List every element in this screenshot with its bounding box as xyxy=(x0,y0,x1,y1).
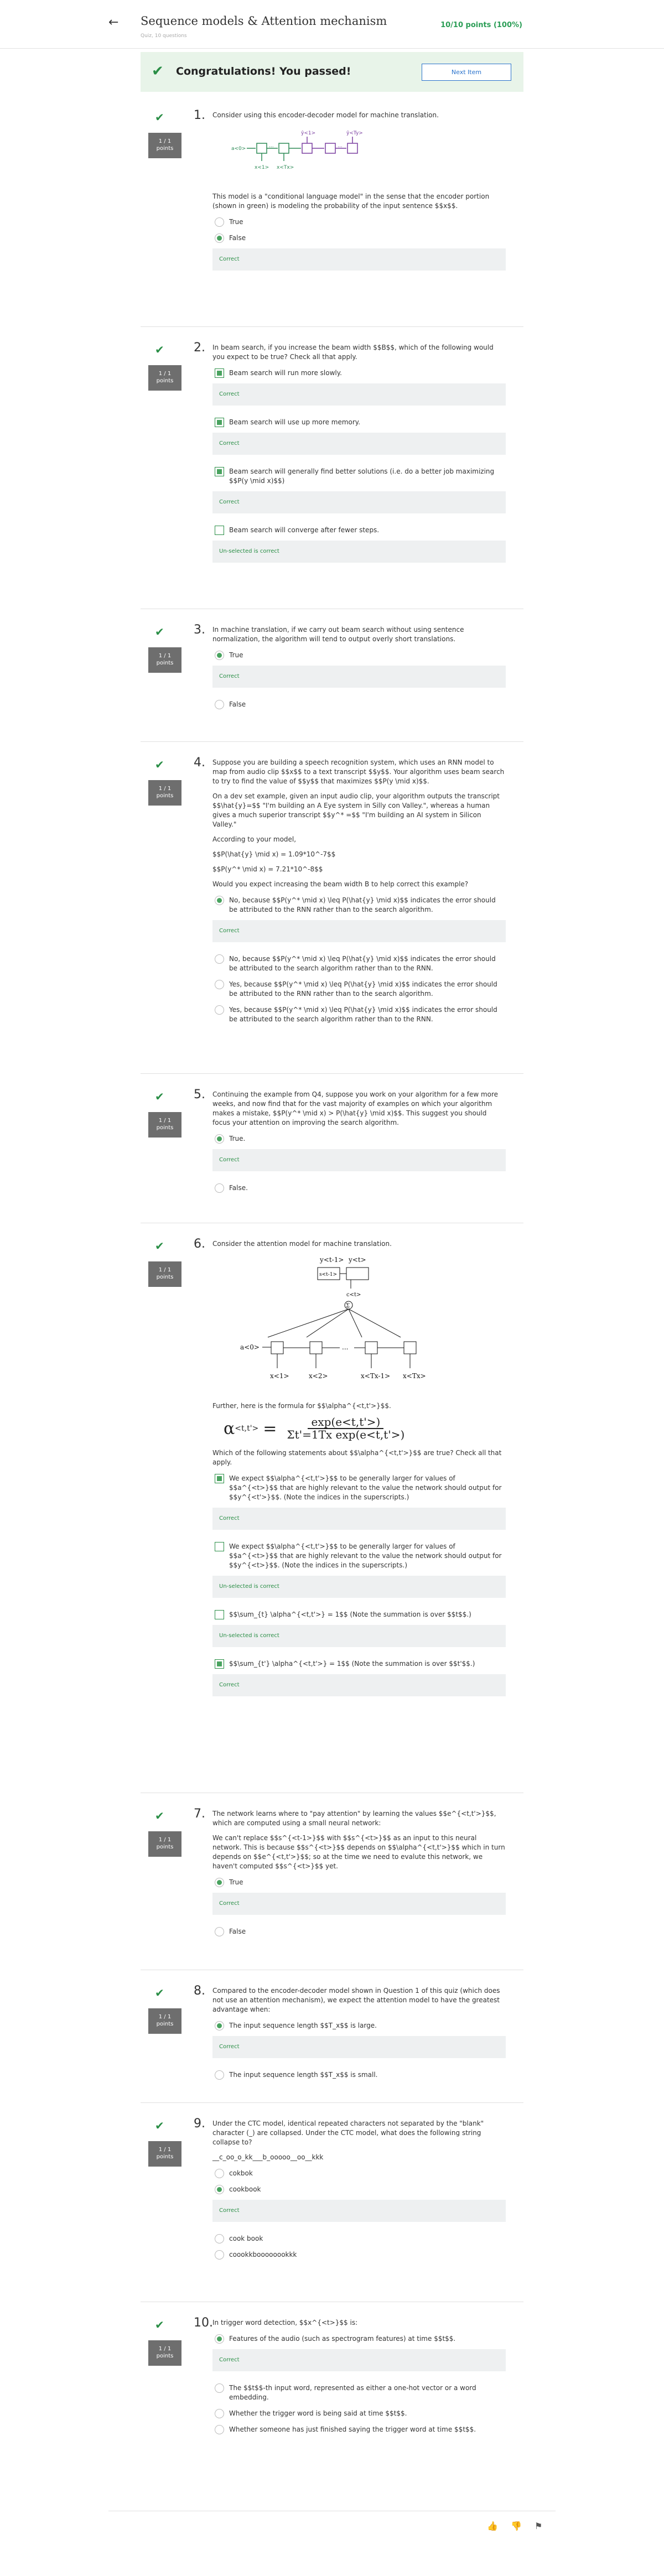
check-icon: ✔ xyxy=(155,758,164,771)
question-number: 8. xyxy=(194,1984,205,1998)
check-icon: ✔ xyxy=(152,63,164,80)
question-prompt: In trigger word detection, $$x^{<t>}$$ is: xyxy=(212,2319,358,2326)
question-number: 9. xyxy=(194,2117,205,2131)
svg-text:ŷ<1>: ŷ<1> xyxy=(301,131,316,136)
thumbs-up-icon[interactable]: 👍 xyxy=(487,2521,498,2531)
question-prompt: Continuing the example from Q4, suppose you work on your algorithm for a few more weeks, and now find that for the vast majority of examples on which your algorithm makes a mistake, $$P(y^* \mid x) > P(\hat{y} \mid x)$$. This suggest you should focus your attention on improving the search algorithm. xyxy=(212,1090,499,1126)
option-true[interactable]: True xyxy=(212,217,506,227)
radio-button[interactable] xyxy=(215,2070,224,2080)
page-title: Sequence models & Attention mechanism xyxy=(141,14,387,28)
attention-model-diagram xyxy=(218,1254,461,1393)
svg-text:...: ... xyxy=(269,143,274,149)
points-badge: 1 / 1 points xyxy=(148,133,181,158)
radio-button[interactable] xyxy=(215,2250,224,2260)
option-1[interactable]: Beam search will run more slowly. xyxy=(212,368,506,378)
question-text: Which of the following statements about $$\alpha^{<t,t'>}$$ are true? Check all that apply. xyxy=(212,1449,502,1466)
option-2[interactable]: No, because $$P(y^* \mid x) \leq P(\hat{y} \mid x)$$ indicates the error should be attributed to the search algorithm rather than to the RNN. xyxy=(212,954,506,973)
svg-text:a<0>: a<0> xyxy=(231,146,246,152)
option-2[interactable]: The $$t$$-th input word, represented as either a one-hot vector or a word embedding. xyxy=(212,2383,506,2402)
points-badge: 1 / 1 points xyxy=(148,365,181,391)
check-icon: ✔ xyxy=(155,1986,164,1999)
svg-text:x<1>: x<1> xyxy=(270,1372,289,1380)
check-icon: ✔ xyxy=(155,111,164,124)
question-paragraph: $$P(\hat{y} \mid x) = 1.09*10^-7$$ xyxy=(212,850,336,858)
option-false[interactable]: False xyxy=(212,233,506,243)
svg-text:s<t-1>: s<t-1> xyxy=(319,1272,338,1277)
question-number: 6. xyxy=(194,1237,205,1251)
radio-button[interactable] xyxy=(215,2409,224,2418)
points-badge: 1 / 1 points xyxy=(148,1831,181,1857)
checkbox-checked[interactable] xyxy=(215,467,224,476)
svg-text:y<t-1>: y<t-1> xyxy=(320,1256,344,1264)
option-true[interactable]: True xyxy=(212,651,506,660)
checkbox-unchecked[interactable] xyxy=(215,1542,224,1551)
option-1[interactable]: The input sequence length $$T_x$$ is large. xyxy=(212,2021,506,2030)
check-icon: ✔ xyxy=(155,343,164,356)
formula-lhs: α xyxy=(224,1419,235,1438)
question-number: 10. xyxy=(194,2316,213,2330)
feedback: Un-selected is correct xyxy=(212,1625,506,1647)
radio-button-selected[interactable] xyxy=(215,1134,224,1144)
radio-button-selected[interactable] xyxy=(215,1878,224,1887)
check-icon: ✔ xyxy=(155,1090,164,1103)
radio-button-selected[interactable] xyxy=(215,233,224,243)
radio-button[interactable] xyxy=(215,2169,224,2178)
score-label: 10/10 points (100%) xyxy=(440,21,522,29)
question-paragraph: We can't replace $$s^{<t-1>}$$ with $$s^{<t>}$$ as an input to this neural network. This is because $$s^{<t>}$$ depends on $$\alpha^{<t,t'>}$$ which in turn depends on $$e^{<t,t'>}$$; so at the time we need to evalute this network, we haven't computed $$s^{<t>}$$ yet. xyxy=(212,1834,505,1870)
question-paragraph: The network learns where to "pay attention" by learning the values $$e^{<t,t'>}$$, which are computed using a small neural network: xyxy=(212,1810,496,1827)
feedback-correct: Correct xyxy=(212,1149,506,1171)
question-paragraph: According to your model, xyxy=(212,835,297,843)
svg-text:...: ... xyxy=(338,143,343,149)
option-4[interactable]: Yes, because $$P(y^* \mid x) \leq P(\hat{y} \mid x)$$ indicates the error should be attributed to the search algorithm rather than to the RNN. xyxy=(212,1005,506,1024)
thumbs-down-icon[interactable]: 👎 xyxy=(511,2521,522,2531)
svg-text:c<t>: c<t> xyxy=(346,1292,361,1298)
feedback: Correct xyxy=(212,1674,506,1696)
question-paragraph: Suppose you are building a speech recognition system, which uses an RNN model to map from audio clip $$x$$ to a text transcript $$y$$. Your algorithm uses beam search to try to find the value of $$y$$ that maximizes $$P(y \mid x)$$. xyxy=(212,759,505,785)
question-paragraph: $$P(y^* \mid x) = 7.21*10^-8$$ xyxy=(212,865,323,873)
check-icon: ✔ xyxy=(155,625,164,638)
radio-button[interactable] xyxy=(215,2234,224,2243)
option-false[interactable]: False. xyxy=(212,1183,506,1193)
option-1[interactable]: We expect $$\alpha^{<t,t'>}$$ to be generally larger for values of $$a^{<t>}$$ that are highly relevant to the value the network should output for $$y^{<t'>}$$. (Note the indices in the superscripts.) xyxy=(212,1474,506,1502)
option-1[interactable]: cokbok xyxy=(212,2169,506,2178)
option-3[interactable]: $$\sum_{t} \alpha^{<t,t'>} = 1$$ (Note the summation is over $$t$$.) xyxy=(212,1610,506,1619)
radio-button[interactable] xyxy=(215,1005,224,1015)
question-paragraph: On a dev set example, given an input audio clip, your algorithm outputs the transcript $$\hat{y}=$$ "I'm building an A Eye system in Silly con Valley.", whereas a human gives a much superior transcript $$y^* =$$ "I'm building an AI system in Silicon Valley." xyxy=(212,792,500,828)
feedback-correct: Correct xyxy=(212,248,506,271)
radio-button-selected[interactable] xyxy=(215,2185,224,2194)
question-prompt: In machine translation, if we carry out beam search without using sentence normalization, the algorithm will tend to output overly short translations. xyxy=(212,626,464,643)
option-3[interactable]: Whether the trigger word is being said at time $$t$$. xyxy=(212,2409,506,2418)
svg-text:y<t>: y<t> xyxy=(349,1256,366,1264)
checkbox-checked[interactable] xyxy=(215,418,224,427)
formula-intro: Further, here is the formula for $$\alpha^{<t,t'>}$$. xyxy=(212,1402,391,1410)
points-badge: 1 / 1 points xyxy=(148,780,181,806)
check-icon: ✔ xyxy=(155,1239,164,1253)
option-3[interactable]: Yes, because $$P(y^* \mid x) \leq P(\hat{y} \mid x)$$ indicates the error should be attributed to the RNN rather than to the search algorithm. xyxy=(212,980,506,999)
question-number: 3. xyxy=(194,623,205,637)
option-1[interactable]: Features of the audio (such as spectrogram features) at time $$t$$. xyxy=(212,2334,506,2344)
feedback-correct: Correct xyxy=(212,2036,506,2058)
feedback-correct: Correct xyxy=(212,2200,506,2222)
svg-text:x<Tx-1>: x<Tx-1> xyxy=(361,1372,391,1380)
option-4[interactable]: $$\sum_{t'} \alpha^{<t,t'>} = 1$$ (Note the summation is over $$t'$$.) xyxy=(212,1659,506,1669)
attention-formula: α <t,t'> = $\frac{\exp(e<t,t'>)}{\text{Σt'=1Tx exp(e<t,t'>)}}$ xyxy=(224,1415,405,1441)
option-1[interactable]: No, because $$P(y^* \mid x) \leq P(\hat{y} \mid x)$$ indicates the error should be attributed to the RNN rather than to the search algorithm. xyxy=(212,896,506,915)
formula-numerator: exp(e<t,t'>) xyxy=(308,1417,383,1429)
question-number: 5. xyxy=(194,1088,205,1102)
encoder-decoder-diagram xyxy=(224,126,467,186)
ctc-string: __c_oo_o_kk___b_ooooo__oo__kkk xyxy=(212,2153,324,2161)
svg-text:...: ... xyxy=(342,1343,349,1351)
question-number: 4. xyxy=(194,756,205,770)
radio-button[interactable] xyxy=(215,1927,224,1936)
option-2[interactable]: We expect $$\alpha^{<t,t'>}$$ to be generally larger for values of $$a^{<t>}$$ that are highly relevant to the value the network should output for $$y^{<t>}$$. (Note the indices in the superscripts.) xyxy=(212,1542,506,1570)
question-prompt: Consider the attention model for machine translation. xyxy=(212,1240,392,1248)
option-false[interactable]: False xyxy=(212,1927,506,1936)
question-prompt: In beam search, if you increase the beam width $$B$$, which of the following would you expect to be true? Check all that apply. xyxy=(212,344,494,361)
svg-text:x<Tx>: x<Tx> xyxy=(403,1372,426,1380)
feedback: Un-selected is correct xyxy=(212,1576,506,1598)
flag-icon[interactable]: ⚑ xyxy=(535,2521,543,2531)
svg-text:x<1>: x<1> xyxy=(255,165,269,170)
checkbox-unchecked[interactable] xyxy=(215,1610,224,1619)
question-prompt: Under the CTC model, identical repeated characters not separated by the "blank" character (_) are collapsed. Under the CTC model, what does the following string collapse to? xyxy=(212,2120,484,2146)
question-paragraph: Would you expect increasing the beam width B to help correct this example? xyxy=(212,880,469,888)
checkbox-checked[interactable] xyxy=(215,368,224,378)
option-3[interactable]: cook book xyxy=(212,2234,506,2243)
feedback: Correct xyxy=(212,433,506,455)
feedback: Un-selected is correct xyxy=(212,541,506,563)
option-2[interactable]: The input sequence length $$T_x$$ is small. xyxy=(212,2070,506,2080)
check-icon: ✔ xyxy=(155,1809,164,1822)
top-bar xyxy=(0,0,664,49)
question-prompt: Compared to the encoder-decoder model shown in Question 1 of this quiz (which does not use an attention mechanism), we expect the attention model to have the greatest advantage when: xyxy=(212,1987,500,2013)
check-icon: ✔ xyxy=(155,2119,164,2132)
feedback-correct: Correct xyxy=(212,1893,506,1915)
option-true[interactable]: True xyxy=(212,1878,506,1887)
radio-button-selected[interactable] xyxy=(215,2334,224,2344)
footer-actions xyxy=(487,2521,552,2531)
points-badge: 1 / 1 points xyxy=(148,2008,181,2034)
option-2[interactable]: Beam search will use up more memory. xyxy=(212,418,506,427)
check-icon: ✔ xyxy=(155,2318,164,2331)
feedback: Correct xyxy=(212,1508,506,1530)
formula-denominator: Σt'=1Tx exp(e<t,t'>) xyxy=(287,1428,405,1441)
radio-button[interactable] xyxy=(215,1183,224,1193)
option-true[interactable]: True. xyxy=(212,1134,506,1144)
svg-text:ŷ<Ty>: ŷ<Ty> xyxy=(346,131,363,136)
pass-message: Congratulations! You passed! xyxy=(176,65,351,77)
option-3[interactable]: Beam search will generally find better solutions (i.e. do a better job maximizing $$P(y \mid x)$$) xyxy=(212,467,506,486)
radio-button[interactable] xyxy=(215,2425,224,2434)
radio-button[interactable] xyxy=(215,700,224,709)
radio-button-selected[interactable] xyxy=(215,2021,224,2030)
radio-button[interactable] xyxy=(215,217,224,227)
feedback: Correct xyxy=(212,491,506,513)
pass-banner xyxy=(141,52,523,92)
radio-button-selected[interactable] xyxy=(215,651,224,660)
checkbox-checked[interactable] xyxy=(215,1659,224,1669)
svg-text:a<0>: a<0> xyxy=(240,1343,260,1351)
page-subtitle: Quiz, 10 questions xyxy=(141,33,187,39)
points-badge: 1 / 1 points xyxy=(148,647,181,673)
svg-text:x<2>: x<2> xyxy=(309,1372,328,1380)
points-badge: 1 / 1 points xyxy=(148,1261,181,1287)
question-prompt: Consider using this encoder-decoder model for machine translation. xyxy=(212,111,439,119)
feedback: Correct xyxy=(212,383,506,406)
radio-button[interactable] xyxy=(215,954,224,964)
points-badge: 1 / 1 points xyxy=(148,2141,181,2167)
formula-superscript: <t,t'> xyxy=(235,1424,259,1433)
back-arrow-icon[interactable]: ← xyxy=(108,15,119,29)
question-number: 2. xyxy=(194,341,205,355)
checkbox-unchecked[interactable] xyxy=(215,526,224,535)
svg-text:x<Tx>: x<Tx> xyxy=(277,165,294,170)
feedback-correct: Correct xyxy=(212,666,506,688)
question-text: This model is a "conditional language model" in the sense that the encoder portion (shown in green) is modeling the probability of the input sentence $$x$$. xyxy=(212,193,490,210)
question-number: 7. xyxy=(194,1807,205,1821)
feedback-correct: Correct xyxy=(212,920,506,942)
next-item-button[interactable]: Next Item xyxy=(422,64,511,81)
radio-button[interactable] xyxy=(215,2383,224,2393)
option-4[interactable]: coookkboooooookkk xyxy=(212,2250,506,2260)
points-badge: 1 / 1 points xyxy=(148,2340,181,2366)
feedback-correct: Correct xyxy=(212,2349,506,2371)
checkbox-checked[interactable] xyxy=(215,1474,224,1483)
svg-text:Σ: Σ xyxy=(346,1303,350,1309)
option-4[interactable]: Whether someone has just finished saying the trigger word at time $$t$$. xyxy=(212,2425,506,2434)
option-false[interactable]: False xyxy=(212,700,506,709)
points-badge: 1 / 1 points xyxy=(148,1112,181,1138)
option-4[interactable]: Beam search will converge after fewer steps. xyxy=(212,526,506,535)
radio-button[interactable] xyxy=(215,980,224,989)
question-number: 1. xyxy=(194,108,205,122)
radio-button-selected[interactable] xyxy=(215,896,224,905)
option-2[interactable]: cookbook xyxy=(212,2185,506,2194)
